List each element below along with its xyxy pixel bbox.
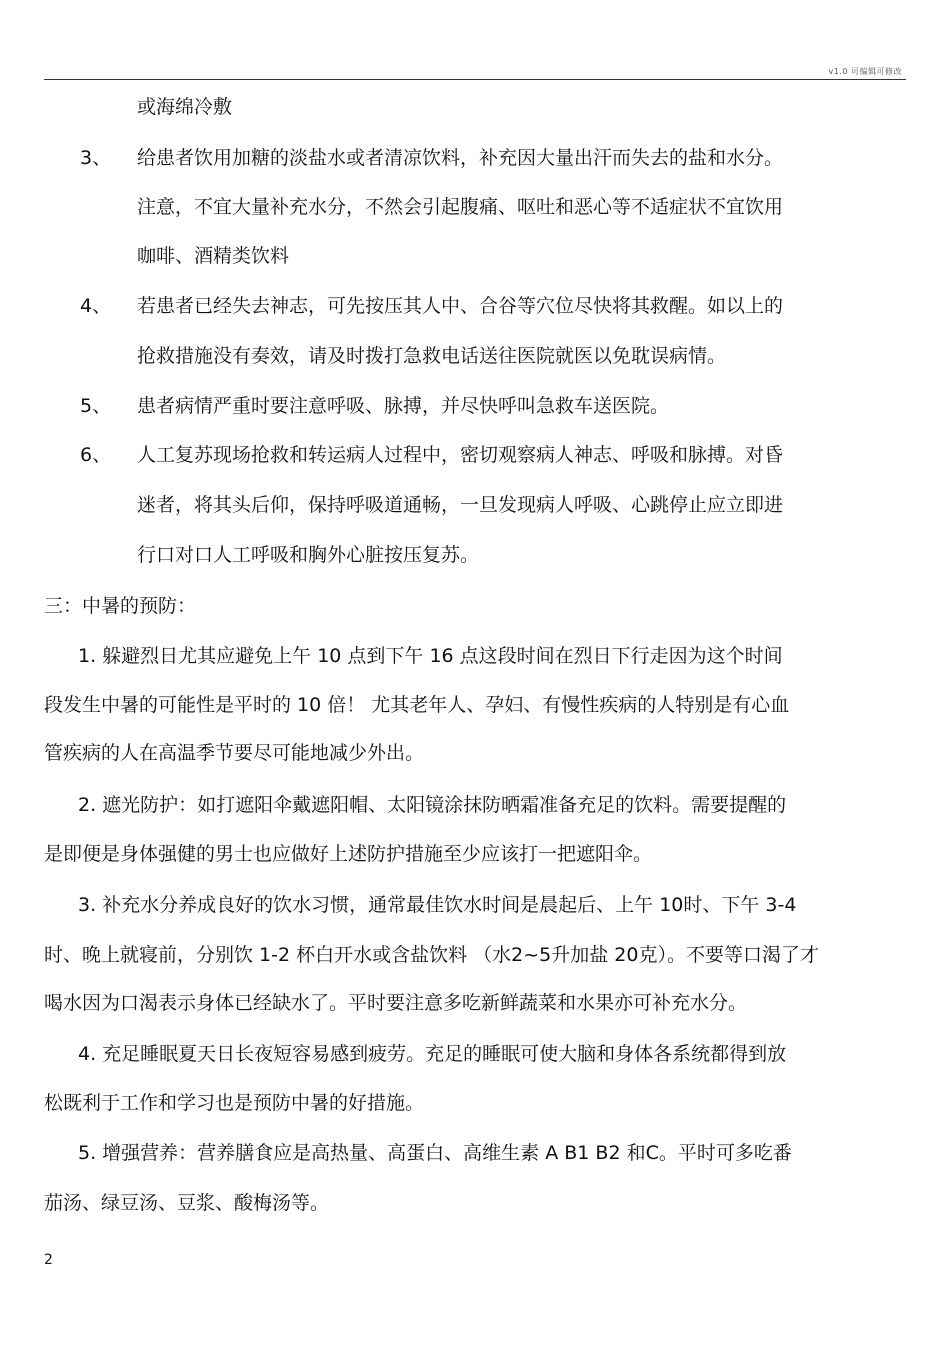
paragraph-5-line-2: 茄汤、绿豆汤、豆浆、酸梅汤等。 [44, 1192, 330, 1214]
paragraph-2-line-2: 是即便是身体强健的男士也应做好上述防护措施至少应该打一把遮阳伞。 [44, 843, 653, 865]
paragraph-1-line-2: 段发生中暑的可能性是平时的 10 倍！ 尤其老年人、孕妇、有慢性疾病的人特别是有心血 [44, 694, 790, 716]
paragraph-4-line-1: 4. 充足睡眠夏天日长夜短容易感到疲劳。充足的睡眠可使大脑和身体各系统都得到放 [78, 1043, 787, 1065]
list-number-5: 5、 [80, 395, 112, 417]
paragraph-1-line-1: 1. 躲避烈日尤其应避免上午 10 点到下午 16 点这段时间在烈日下行走因为这个时间 [78, 645, 783, 667]
header-rule [44, 79, 906, 80]
list-item-6-line-2: 迷者，将其头后仰，保持呼吸道通畅，一旦发现病人呼吸、心跳停止应立即进 [137, 494, 784, 516]
page-number: 2 [44, 1252, 53, 1268]
paragraph-1-line-3: 管疾病的人在高温季节要尽可能地减少外出。 [44, 742, 425, 764]
paragraph-3-line-2: 时、晚上就寝前，分别饮 1-2 杯白开水或含盐饮料 （水2~5升加盐 20克）。不要等口渴了才 [44, 944, 819, 966]
list-item-4-line-1: 若患者已经失去神志，可先按压其人中、合谷等穴位尽快将其救醒。如以上的 [137, 295, 784, 317]
list-item-6-line-1: 人工复苏现场抢救和转运病人过程中，密切观察病人神志、呼吸和脉搏。对昏 [137, 444, 784, 466]
paragraph-2-line-1: 2. 遮光防护：如打遮阳伞戴遮阳帽、太阳镜涂抹防晒霜准备充足的饮料。需要提醒的 [78, 794, 787, 816]
list-item-3-line-3: 咖啡、酒精类饮料 [137, 245, 290, 267]
paragraph-3-line-1: 3. 补充水分养成良好的饮水习惯，通常最佳饮水时间是晨起后、上午 10时、下午 3-4 [78, 894, 797, 916]
list-number-6: 6、 [80, 444, 112, 466]
list-item-4-line-2: 抢救措施没有奏效，请及时拨打急救电话送往医院就医以免耽误病情。 [137, 345, 727, 367]
list-item-3-line-1: 给患者饮用加糖的淡盐水或者清凉饮料，补充因大量出汗而失去的盐和水分。 [137, 147, 784, 169]
list-item-6-line-3: 行口对口人工呼吸和胸外心脏按压复苏。 [137, 544, 480, 566]
list-continuation-line: 或海绵冷敷 [137, 96, 233, 118]
list-item-5-line-1: 患者病情严重时要注意呼吸、脉搏，并尽快呼叫急救车送医院。 [137, 395, 670, 417]
list-item-3-line-2: 注意，不宜大量补充水分，不然会引起腹痛、呕吐和恶心等不适症状不宜饮用 [137, 196, 784, 218]
header-version-note: v1.0 可编辑可修改 [828, 67, 902, 76]
list-number-3: 3、 [80, 147, 112, 169]
section-title: 三：中暑的预防： [44, 595, 197, 617]
list-number-4: 4、 [80, 295, 112, 317]
paragraph-5-line-1: 5. 增强营养：营养膳食应是高热量、高蛋白、高维生素 A B1 B2 和C。平时可多吃番 [78, 1142, 792, 1164]
paragraph-4-line-2: 松既利于工作和学习也是预防中暑的好措施。 [44, 1092, 425, 1114]
paragraph-3-line-3: 喝水因为口渴表示身体已经缺水了。平时要注意多吃新鲜蔬菜和水果亦可补充水分。 [44, 992, 748, 1014]
